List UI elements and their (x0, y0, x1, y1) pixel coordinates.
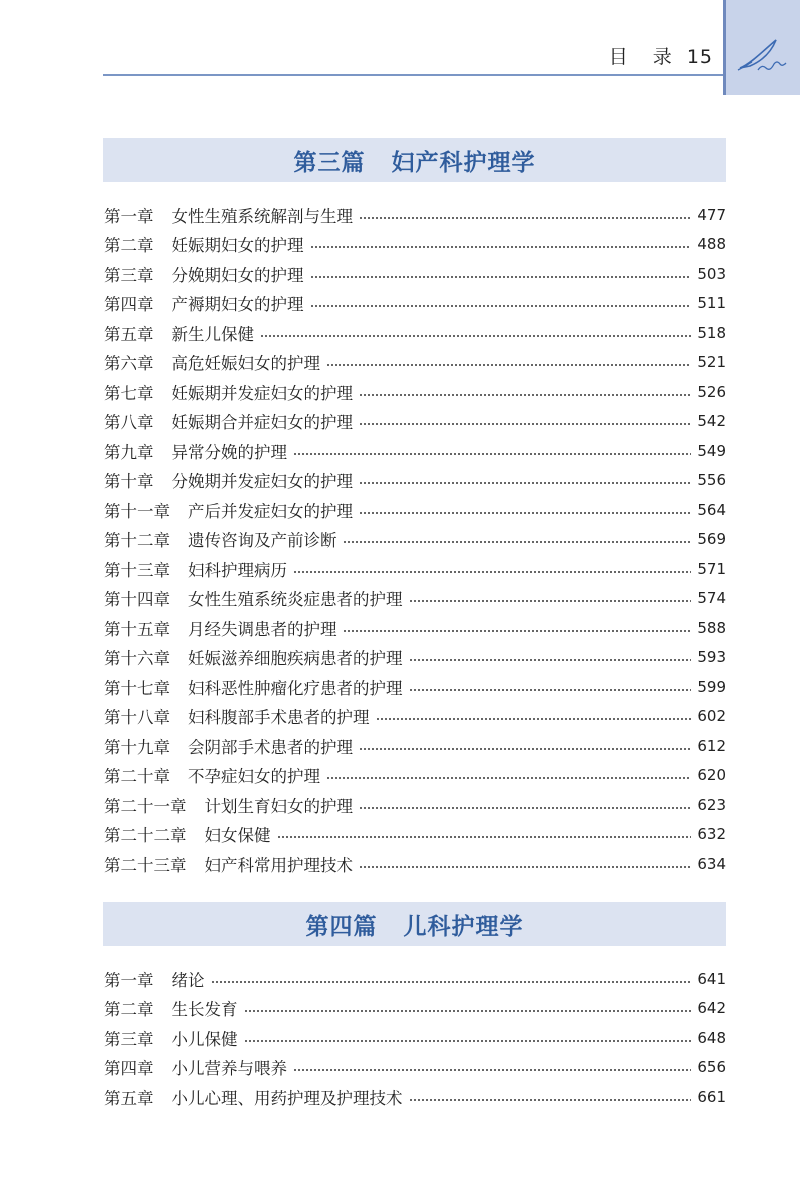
dot-leader (260, 335, 691, 337)
section-title: 儿科护理学 (403, 912, 524, 940)
chapter-number: 第一章 (104, 206, 154, 226)
chapter-number: 第二十章 (104, 767, 170, 787)
dot-leader (310, 305, 692, 307)
dot-leader (409, 659, 692, 661)
chapter-title: 小儿营养与喂养 (171, 1059, 287, 1079)
page-reference: 574 (697, 589, 726, 608)
dot-leader (326, 364, 691, 366)
chapter-title: 绪论 (171, 970, 205, 990)
dot-leader (244, 1040, 692, 1042)
chapter-number: 第二十一章 (104, 796, 187, 816)
chapter-number: 第十二章 (104, 531, 170, 551)
chapter-title: 小儿保健 (171, 1029, 238, 1049)
chapter-title: 妊娠期合并症妇女的护理 (171, 413, 353, 433)
dot-leader (244, 1010, 692, 1012)
dot-leader (293, 1069, 691, 1071)
toc-entry[interactable] (104, 495, 726, 525)
chapter-title: 妊娠滋养细胞疾病患者的护理 (188, 649, 403, 669)
toc-entry[interactable] (104, 525, 726, 555)
header-title-char-1: 目 (608, 46, 629, 68)
page-reference: 571 (697, 559, 726, 578)
dot-leader (409, 689, 692, 691)
dot-leader (376, 718, 692, 720)
toc-entry[interactable] (104, 1023, 726, 1053)
chapter-number: 第十五章 (104, 619, 170, 639)
toc-entry[interactable] (104, 702, 726, 732)
dot-leader (359, 217, 691, 219)
dot-leader (277, 836, 692, 838)
toc-entry[interactable] (104, 259, 726, 289)
section-header-obstetrics (103, 138, 726, 182)
page-reference: 542 (697, 412, 726, 431)
page-reference: 593 (697, 648, 726, 667)
chapter-number: 第二章 (104, 236, 154, 256)
dot-leader (359, 394, 691, 396)
dot-leader (359, 512, 691, 514)
page-reference: 656 (697, 1058, 726, 1077)
chapter-title: 不孕症妇女的护理 (188, 767, 320, 787)
chapter-title: 生长发育 (171, 1000, 238, 1020)
page-reference: 641 (697, 969, 726, 988)
toc-entry[interactable] (104, 643, 726, 673)
page-reference: 521 (697, 353, 726, 372)
dot-leader (310, 276, 692, 278)
chapter-title: 女性生殖系统解剖与生理 (171, 206, 353, 226)
dot-leader (293, 571, 691, 573)
chapter-title: 妇产科常用护理技术 (204, 855, 353, 875)
toc-entry[interactable] (104, 790, 726, 820)
page-reference: 612 (697, 736, 726, 755)
section-part-label: 第四篇 (305, 912, 378, 940)
chapter-number: 第六章 (104, 354, 154, 374)
toc-entry[interactable] (104, 820, 726, 850)
dot-leader (409, 1099, 692, 1101)
toc-entry[interactable] (104, 613, 726, 643)
chapter-number: 第十一章 (104, 501, 170, 521)
chapter-title: 小儿心理、用药护理及护理技术 (171, 1088, 403, 1108)
chapter-title: 月经失调患者的护理 (188, 619, 337, 639)
page-reference: 556 (697, 471, 726, 490)
toc-entry[interactable] (104, 407, 726, 437)
dot-leader (359, 423, 691, 425)
chapter-number: 第九章 (104, 442, 154, 462)
chapter-title: 妇科腹部手术患者的护理 (188, 708, 370, 728)
chapter-title: 遗传咨询及产前诊断 (188, 531, 337, 551)
toc-entry[interactable] (104, 994, 726, 1024)
header-title-char-2: 录 (652, 46, 673, 68)
chapter-number: 第十六章 (104, 649, 170, 669)
dot-leader (326, 777, 691, 779)
toc-entry[interactable] (104, 554, 726, 584)
toc-entry[interactable] (104, 200, 726, 230)
chapter-number: 第八章 (104, 413, 154, 433)
dot-leader (343, 541, 692, 543)
chapter-title: 妇女保健 (204, 826, 271, 846)
page-reference: 518 (697, 323, 726, 342)
chapter-title: 会阴部手术患者的护理 (188, 737, 353, 757)
page-reference: 602 (697, 707, 726, 726)
chapter-number: 第十三章 (104, 560, 170, 580)
chapter-number: 第七章 (104, 383, 154, 403)
toc-entry[interactable] (104, 761, 726, 791)
page-reference: 569 (697, 530, 726, 549)
page-reference: 549 (697, 441, 726, 460)
page-reference: 632 (697, 825, 726, 844)
chapter-title: 计划生育妇女的护理 (204, 796, 353, 816)
chapter-number: 第二十三章 (104, 855, 187, 875)
toc-entry[interactable] (104, 1082, 726, 1112)
header-page-number: 15 (686, 46, 713, 68)
dot-leader (293, 453, 691, 455)
toc-entry[interactable] (104, 436, 726, 466)
dot-leader (359, 482, 691, 484)
chapter-number: 第十章 (104, 472, 154, 492)
chapter-number: 第十九章 (104, 737, 170, 757)
chapter-title: 新生儿保健 (171, 324, 254, 344)
chapter-number: 第二章 (104, 1000, 154, 1020)
toc-entry[interactable] (104, 731, 726, 761)
chapter-number: 第十七章 (104, 678, 170, 698)
chapter-title: 妊娠期妇女的护理 (171, 236, 304, 256)
toc-entry[interactable] (104, 348, 726, 378)
toc-list-obstetrics (104, 200, 726, 879)
page-reference: 599 (697, 677, 726, 696)
brand-tab (723, 0, 800, 95)
page-reference: 620 (697, 766, 726, 785)
toc-entry[interactable] (104, 289, 726, 319)
toc-entry[interactable] (104, 584, 726, 614)
chapter-number: 第三章 (104, 265, 154, 285)
header-rule (103, 74, 726, 76)
dot-leader (359, 748, 691, 750)
toc-entry[interactable] (104, 318, 726, 348)
chapter-number: 第二十二章 (104, 826, 187, 846)
page-reference: 511 (697, 294, 726, 313)
toc-entry[interactable] (104, 377, 726, 407)
page-reference: 588 (697, 618, 726, 637)
chapter-title: 妊娠期并发症妇女的护理 (171, 383, 353, 403)
chapter-number: 第四章 (104, 1059, 154, 1079)
toc-entry[interactable] (104, 849, 726, 879)
chapter-number: 第一章 (104, 970, 154, 990)
dot-leader (211, 981, 692, 983)
page-reference: 648 (697, 1028, 726, 1047)
chapter-title: 分娩期妇女的护理 (171, 265, 304, 285)
chapter-title: 女性生殖系统炎症患者的护理 (188, 590, 403, 610)
chapter-title: 异常分娩的护理 (171, 442, 287, 462)
dot-leader (310, 246, 692, 248)
section-title: 妇产科护理学 (391, 148, 536, 176)
chapter-title: 妇科恶性肿瘤化疗患者的护理 (188, 678, 403, 698)
chapter-number: 第五章 (104, 324, 154, 344)
page-reference: 503 (697, 264, 726, 283)
chapter-number: 第四章 (104, 295, 154, 315)
toc-entry[interactable] (104, 672, 726, 702)
page-reference: 634 (697, 854, 726, 873)
toc-entry[interactable] (104, 1053, 726, 1083)
toc-list-pediatrics (104, 964, 726, 1112)
page-reference: 623 (697, 795, 726, 814)
dot-leader (359, 807, 691, 809)
toc-entry[interactable] (104, 466, 726, 496)
chapter-number: 第十八章 (104, 708, 170, 728)
chapter-title: 分娩期并发症妇女的护理 (171, 472, 353, 492)
chapter-title: 高危妊娠妇女的护理 (171, 354, 320, 374)
toc-entry[interactable] (104, 230, 726, 260)
chapter-number: 第五章 (104, 1088, 154, 1108)
dot-leader (343, 630, 692, 632)
toc-entry[interactable] (104, 964, 726, 994)
page-reference: 564 (697, 500, 726, 519)
feather-logo-icon (736, 34, 790, 74)
section-part-label: 第三篇 (293, 148, 366, 176)
page-reference: 661 (697, 1087, 726, 1106)
dot-leader (409, 600, 692, 602)
page-reference: 488 (697, 235, 726, 254)
page-reference: 642 (697, 999, 726, 1018)
chapter-number: 第三章 (104, 1029, 154, 1049)
page-reference: 477 (697, 205, 726, 224)
chapter-title: 产褥期妇女的护理 (171, 295, 304, 315)
section-header-pediatrics (103, 902, 726, 946)
chapter-title: 妇科护理病历 (188, 560, 287, 580)
chapter-title: 产后并发症妇女的护理 (188, 501, 353, 521)
chapter-number: 第十四章 (104, 590, 170, 610)
running-header (609, 42, 713, 69)
dot-leader (359, 866, 691, 868)
page-reference: 526 (697, 382, 726, 401)
